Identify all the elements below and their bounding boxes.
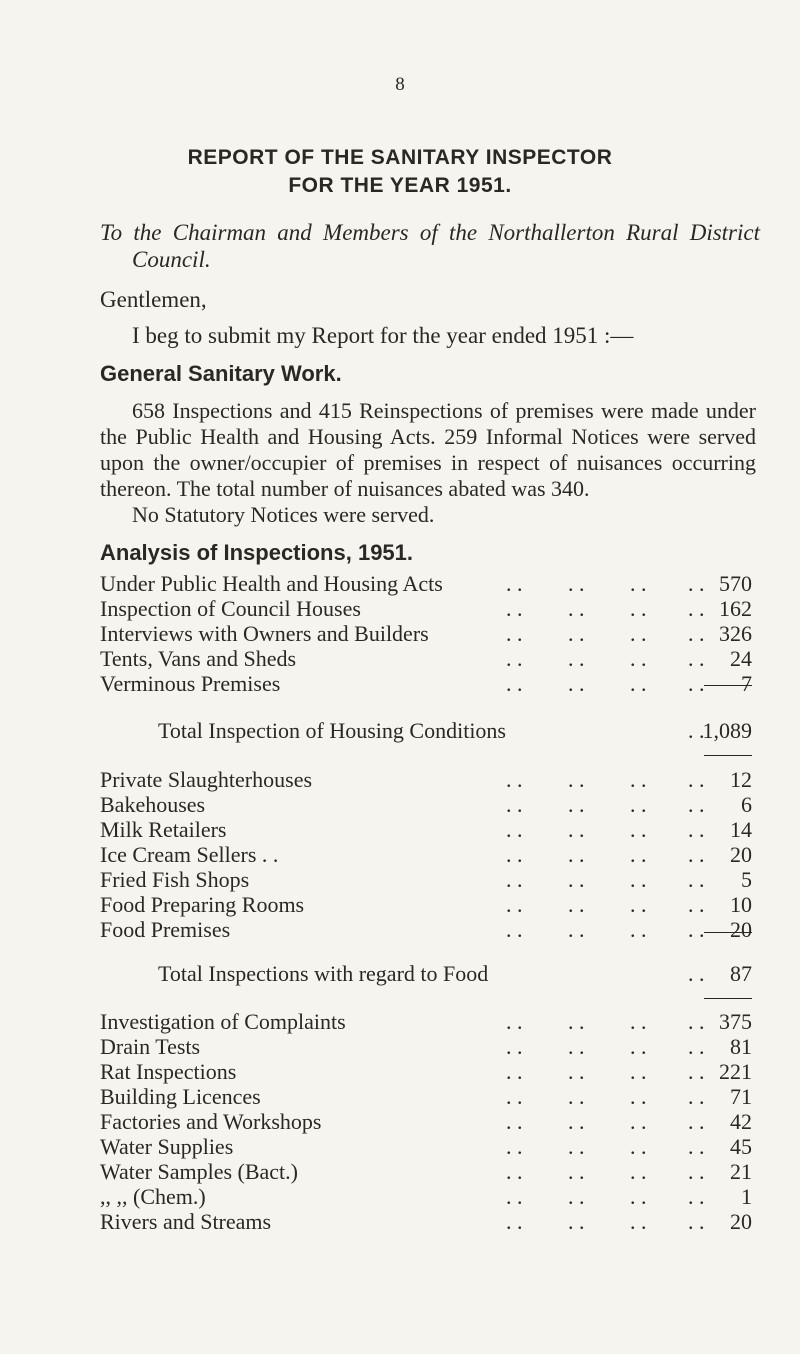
row-value: 24 bbox=[730, 646, 752, 671]
leader-dots: . . bbox=[688, 817, 705, 842]
leader-dots: . . bbox=[506, 571, 523, 596]
leader-dots: . . bbox=[568, 867, 585, 892]
table-row bbox=[100, 1183, 752, 1210]
row-label: Milk Retailers bbox=[100, 817, 227, 842]
leader-dots: . . bbox=[688, 1034, 705, 1059]
table-row bbox=[100, 916, 752, 943]
leader-dots: . . bbox=[688, 646, 705, 671]
row-value: 6 bbox=[741, 792, 752, 817]
leader-dots: . . bbox=[568, 1159, 585, 1184]
leader-dots: . . bbox=[568, 792, 585, 817]
leader-dots: . . bbox=[688, 1184, 705, 1209]
leader-dots: . . bbox=[688, 1009, 705, 1034]
total-row-food bbox=[158, 960, 752, 987]
table-row bbox=[100, 1058, 752, 1085]
leader-dots: . . bbox=[630, 817, 647, 842]
leader-dots: . . bbox=[630, 1034, 647, 1059]
leader-dots: . . bbox=[688, 1134, 705, 1159]
leader-dots: . . bbox=[630, 767, 647, 792]
leader-dots: . . bbox=[688, 892, 705, 917]
row-label: Investigation of Complaints bbox=[100, 1009, 346, 1034]
leader-dots: . . bbox=[630, 646, 647, 671]
leader-dots: . . bbox=[506, 596, 523, 621]
leader-dots: . . bbox=[506, 621, 523, 646]
leader-dots: . . bbox=[506, 917, 523, 942]
table-row bbox=[100, 841, 752, 868]
table-row bbox=[100, 891, 752, 918]
leader-dots: . . bbox=[688, 1059, 705, 1084]
row-value: 71 bbox=[730, 1084, 752, 1109]
row-value: 45 bbox=[730, 1134, 752, 1159]
table-row bbox=[100, 816, 752, 843]
leader-dots: . . bbox=[630, 1084, 647, 1109]
general-paragraph: 658 Inspections and 415 Reinspections of premises were made under the Public Health and Housing Acts. 259 Informal Notices were served upon the owner/occupier of premises in respect of nuisances occurring thereon. The total number of nuisances abated was 340. bbox=[100, 398, 756, 501]
leader-dots: . . bbox=[506, 1134, 523, 1159]
row-label: Verminous Premises bbox=[100, 671, 281, 696]
leader-dots: . . bbox=[688, 961, 705, 986]
leader-dots: . . bbox=[688, 867, 705, 892]
leader-dots: . . bbox=[568, 646, 585, 671]
table-row bbox=[100, 866, 752, 893]
leader-dots: . . bbox=[568, 1059, 585, 1084]
leader-dots: . . bbox=[568, 817, 585, 842]
row-value: 20 bbox=[730, 842, 752, 867]
row-label: Factories and Workshops bbox=[100, 1109, 322, 1134]
total-value: 87 bbox=[730, 961, 752, 986]
table-row bbox=[100, 1208, 752, 1235]
leader-dots: . . bbox=[568, 671, 585, 696]
row-value: 375 bbox=[719, 1009, 752, 1034]
row-value: 14 bbox=[730, 817, 752, 842]
leader-dots: . . bbox=[568, 1184, 585, 1209]
row-value: 21 bbox=[730, 1159, 752, 1184]
row-label: Bakehouses bbox=[100, 792, 206, 817]
leader-dots: . . bbox=[506, 767, 523, 792]
sum-rule bbox=[704, 932, 752, 933]
leader-dots: . . bbox=[568, 1209, 585, 1234]
page-number: 8 bbox=[395, 74, 405, 95]
leader-dots: . . bbox=[568, 892, 585, 917]
table-row bbox=[100, 1133, 752, 1160]
row-label: Drain Tests bbox=[100, 1034, 201, 1059]
row-value: 570 bbox=[719, 571, 752, 596]
sum-rule bbox=[704, 685, 752, 686]
row-value: 1 bbox=[741, 1184, 752, 1209]
row-label: Under Public Health and Housing Acts bbox=[100, 571, 443, 596]
row-value: 20 bbox=[730, 917, 752, 942]
leader-dots: . . bbox=[568, 1134, 585, 1159]
row-label: Food Preparing Rooms bbox=[100, 892, 305, 917]
leader-dots: . . bbox=[506, 817, 523, 842]
row-label: Ice Cream Sellers . . bbox=[100, 842, 279, 867]
sum-rule bbox=[704, 755, 752, 756]
statutory-notices-note: No Statutory Notices were served. bbox=[132, 502, 435, 527]
total-row-housing bbox=[158, 717, 752, 744]
total-value: 1,089 bbox=[702, 718, 752, 743]
report-title: REPORT OF THE SANITARY INSPECTOR bbox=[187, 146, 613, 169]
leader-dots: . . bbox=[630, 842, 647, 867]
report-subtitle: FOR THE YEAR 1951. bbox=[288, 174, 512, 197]
leader-dots: . . bbox=[630, 917, 647, 942]
leader-dots: . . bbox=[506, 1209, 523, 1234]
intro-sentence: I beg to submit my Report for the year ended 1951 :— bbox=[132, 323, 634, 348]
leader-dots: . . bbox=[568, 842, 585, 867]
salutation: Gentlemen, bbox=[100, 287, 207, 312]
leader-dots: . . bbox=[688, 917, 705, 942]
leader-dots: . . bbox=[506, 1184, 523, 1209]
row-value: 42 bbox=[730, 1109, 752, 1134]
row-label: Rat Inspections bbox=[100, 1059, 237, 1084]
row-value: 12 bbox=[730, 767, 752, 792]
leader-dots: . . bbox=[630, 1184, 647, 1209]
leader-dots: . . bbox=[630, 621, 647, 646]
leader-dots: . . bbox=[568, 917, 585, 942]
leader-dots: . . bbox=[630, 1209, 647, 1234]
row-value: 20 bbox=[730, 1209, 752, 1234]
row-label: Food Premises bbox=[100, 917, 231, 942]
leader-dots: . . bbox=[688, 1109, 705, 1134]
row-value: 5 bbox=[741, 867, 752, 892]
row-value: 162 bbox=[719, 596, 752, 621]
sum-rule bbox=[704, 998, 752, 999]
leader-dots: . . bbox=[630, 892, 647, 917]
leader-dots: . . bbox=[688, 571, 705, 596]
table-row bbox=[100, 1008, 752, 1035]
leader-dots: . . bbox=[506, 1084, 523, 1109]
leader-dots: . . bbox=[688, 767, 705, 792]
table-row bbox=[100, 1033, 752, 1060]
leader-dots: . . bbox=[688, 792, 705, 817]
leader-dots: . . bbox=[688, 718, 705, 743]
leader-dots: . . bbox=[688, 621, 705, 646]
leader-dots: . . bbox=[630, 1059, 647, 1084]
row-value: 221 bbox=[719, 1059, 752, 1084]
row-label: Building Licences bbox=[100, 1084, 261, 1109]
section-heading-analysis: Analysis of Inspections, 1951. bbox=[100, 540, 414, 565]
row-value: 326 bbox=[719, 621, 752, 646]
table-row bbox=[100, 766, 752, 793]
table-row bbox=[100, 595, 752, 622]
row-label: Water Supplies bbox=[100, 1134, 234, 1159]
table-row bbox=[100, 1083, 752, 1110]
leader-dots: . . bbox=[630, 571, 647, 596]
row-label: Water Samples (Bact.) bbox=[100, 1159, 298, 1184]
leader-dots: . . bbox=[688, 842, 705, 867]
address-line-continued: Council. bbox=[132, 247, 211, 272]
leader-dots: . . bbox=[568, 596, 585, 621]
leader-dots: . . bbox=[688, 1159, 705, 1184]
leader-dots: . . bbox=[568, 1084, 585, 1109]
row-label: Interviews with Owners and Builders bbox=[100, 621, 429, 646]
leader-dots: . . bbox=[568, 621, 585, 646]
leader-dots: . . bbox=[568, 571, 585, 596]
row-label: Fried Fish Shops bbox=[100, 867, 250, 892]
leader-dots: . . bbox=[506, 1159, 523, 1184]
leader-dots: . . bbox=[506, 867, 523, 892]
leader-dots: . . bbox=[568, 1034, 585, 1059]
leader-dots: . . bbox=[630, 596, 647, 621]
row-label: Rivers and Streams bbox=[100, 1209, 272, 1234]
leader-dots: . . bbox=[506, 671, 523, 696]
leader-dots: . . bbox=[506, 842, 523, 867]
leader-dots: . . bbox=[568, 1009, 585, 1034]
leader-dots: . . bbox=[506, 1034, 523, 1059]
leader-dots: . . bbox=[506, 1009, 523, 1034]
leader-dots: . . bbox=[506, 792, 523, 817]
table-row bbox=[100, 1158, 752, 1185]
leader-dots: . . bbox=[506, 646, 523, 671]
total-label: Total Inspection of Housing Conditions bbox=[158, 718, 506, 743]
section-heading-general: General Sanitary Work. bbox=[100, 361, 342, 386]
table-row bbox=[100, 645, 752, 672]
table-row bbox=[100, 570, 752, 597]
row-label: ,, ,, (Chem.) bbox=[100, 1184, 206, 1209]
leader-dots: . . bbox=[506, 892, 523, 917]
leader-dots: . . bbox=[688, 1209, 705, 1234]
leader-dots: . . bbox=[630, 867, 647, 892]
table-row bbox=[100, 670, 752, 697]
row-label: Private Slaughterhouses bbox=[100, 767, 313, 792]
leader-dots: . . bbox=[630, 1134, 647, 1159]
leader-dots: . . bbox=[630, 671, 647, 696]
row-label: Inspection of Council Houses bbox=[100, 596, 361, 621]
leader-dots: . . bbox=[506, 1109, 523, 1134]
leader-dots: . . bbox=[630, 1159, 647, 1184]
table-row bbox=[100, 1108, 752, 1135]
leader-dots: . . bbox=[688, 596, 705, 621]
leader-dots: . . bbox=[568, 1109, 585, 1134]
total-label: Total Inspections with regard to Food bbox=[158, 961, 489, 986]
leader-dots: . . bbox=[688, 671, 705, 696]
row-value: 81 bbox=[730, 1034, 752, 1059]
leader-dots: . . bbox=[506, 1059, 523, 1084]
address-line: To the Chairman and Members of the Northallerton Rural District bbox=[100, 220, 760, 245]
row-label: Tents, Vans and Sheds bbox=[100, 646, 297, 671]
leader-dots: . . bbox=[630, 1009, 647, 1034]
row-value: 10 bbox=[730, 892, 752, 917]
leader-dots: . . bbox=[630, 1109, 647, 1134]
table-row bbox=[100, 791, 752, 818]
leader-dots: . . bbox=[630, 792, 647, 817]
row-value: 7 bbox=[741, 671, 752, 696]
table-row bbox=[100, 620, 752, 647]
leader-dots: . . bbox=[568, 767, 585, 792]
leader-dots: . . bbox=[688, 1084, 705, 1109]
